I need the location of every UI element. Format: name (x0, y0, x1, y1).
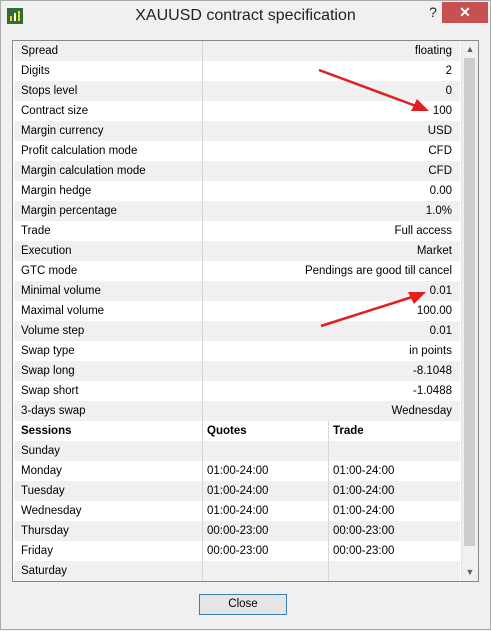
specification-list (12, 40, 479, 582)
spec-value: 100.00 (416, 305, 452, 317)
spec-name: Minimal volume (14, 281, 203, 301)
sessions-header-row (14, 421, 460, 441)
spec-value: 100 (432, 105, 452, 117)
spec-row (14, 321, 460, 341)
title-bar[interactable] (1, 1, 490, 32)
session-quotes: 01:00-24:00 (203, 481, 329, 501)
spec-value: -8.1048 (412, 365, 452, 377)
spec-name: Contract size (14, 101, 203, 121)
spec-row (14, 181, 460, 201)
spec-value: 0 (445, 85, 452, 97)
spec-row (14, 261, 460, 281)
spec-row (14, 381, 460, 401)
specification-table (13, 41, 461, 581)
spec-name: Stops level (14, 81, 203, 101)
spec-row (14, 201, 460, 221)
sessions-header-cell: Trade (333, 425, 364, 437)
spec-value: CFD (428, 165, 452, 177)
spec-value: floating (414, 45, 452, 57)
session-day: Tuesday (14, 481, 203, 501)
spec-value: -1.0488 (412, 385, 452, 397)
vertical-scrollbar[interactable] (461, 41, 478, 581)
sessions-header-cell: Quotes (203, 421, 329, 441)
session-row (14, 481, 460, 501)
spec-row (14, 161, 460, 181)
session-quotes: 00:00-23:00 (203, 521, 329, 541)
spec-row (14, 61, 460, 81)
session-row (14, 441, 460, 461)
scroll-up-arrow-icon[interactable]: ▲ (465, 44, 475, 54)
window-close-button[interactable]: ✕ (442, 2, 488, 23)
spec-name: Swap type (14, 341, 203, 361)
session-row (14, 461, 460, 481)
spec-value: 2 (445, 65, 452, 77)
session-row (14, 501, 460, 521)
session-day: Monday (14, 461, 203, 481)
spec-value: CFD (428, 145, 452, 157)
spec-value: Market (416, 245, 452, 257)
spec-name: Profit calculation mode (14, 141, 203, 161)
spec-row (14, 141, 460, 161)
spec-row (14, 101, 460, 121)
window-title: XAUUSD contract specification (135, 7, 356, 24)
session-row (14, 541, 460, 561)
session-quotes (203, 561, 329, 581)
dialog-client (9, 32, 483, 622)
spec-name: 3-days swap (14, 401, 203, 421)
spec-value: in points (409, 345, 452, 357)
spec-name: Swap long (14, 361, 203, 381)
spec-row (14, 81, 460, 101)
spec-value: 0.00 (429, 185, 452, 197)
session-quotes (203, 441, 329, 461)
close-button[interactable]: Close (199, 594, 287, 615)
session-trade: 00:00-23:00 (333, 525, 395, 537)
session-quotes: 00:00-23:00 (203, 541, 329, 561)
help-button[interactable]: ? (429, 4, 437, 20)
spec-name: Swap short (14, 381, 203, 401)
spec-value: 1.0% (425, 205, 452, 217)
spec-name: Margin hedge (14, 181, 203, 201)
spec-value: Pendings are good till cancel (304, 265, 452, 277)
spec-row (14, 341, 460, 361)
spec-row (14, 41, 460, 61)
session-row (14, 521, 460, 541)
spec-value: 0.01 (429, 325, 452, 337)
spec-name: Digits (14, 61, 203, 81)
session-day: Wednesday (14, 501, 203, 521)
spec-name: Margin currency (14, 121, 203, 141)
session-row (14, 561, 460, 581)
scrollbar-thumb[interactable] (464, 58, 475, 546)
sessions-header-cell: Sessions (14, 421, 203, 441)
spec-row (14, 221, 460, 241)
scroll-down-arrow-icon[interactable]: ▼ (465, 567, 475, 577)
session-trade (329, 561, 460, 581)
spec-name: Maximal volume (14, 301, 203, 321)
session-day: Thursday (14, 521, 203, 541)
spec-row (14, 361, 460, 381)
spec-row (14, 301, 460, 321)
spec-value: Wednesday (391, 405, 452, 417)
session-trade: 01:00-24:00 (333, 485, 395, 497)
spec-row (14, 281, 460, 301)
session-trade: 01:00-24:00 (333, 505, 395, 517)
spec-name: Margin calculation mode (14, 161, 203, 181)
spec-row (14, 241, 460, 261)
spec-row (14, 121, 460, 141)
spec-name: Margin percentage (14, 201, 203, 221)
session-trade (329, 441, 460, 461)
spec-name: Spread (14, 41, 203, 61)
session-trade: 00:00-23:00 (333, 545, 395, 557)
spec-value: Full access (394, 225, 452, 237)
spec-name: Execution (14, 241, 203, 261)
spec-row (14, 401, 460, 421)
spec-name: GTC mode (14, 261, 203, 281)
session-quotes: 01:00-24:00 (203, 461, 329, 481)
spec-value: USD (427, 125, 452, 137)
spec-name: Trade (14, 221, 203, 241)
session-day: Saturday (14, 561, 203, 581)
session-trade: 01:00-24:00 (333, 465, 395, 477)
session-day: Sunday (14, 441, 203, 461)
spec-name: Volume step (14, 321, 203, 341)
session-day: Friday (14, 541, 203, 561)
session-quotes: 01:00-24:00 (203, 501, 329, 521)
spec-value: 0.01 (429, 285, 452, 297)
